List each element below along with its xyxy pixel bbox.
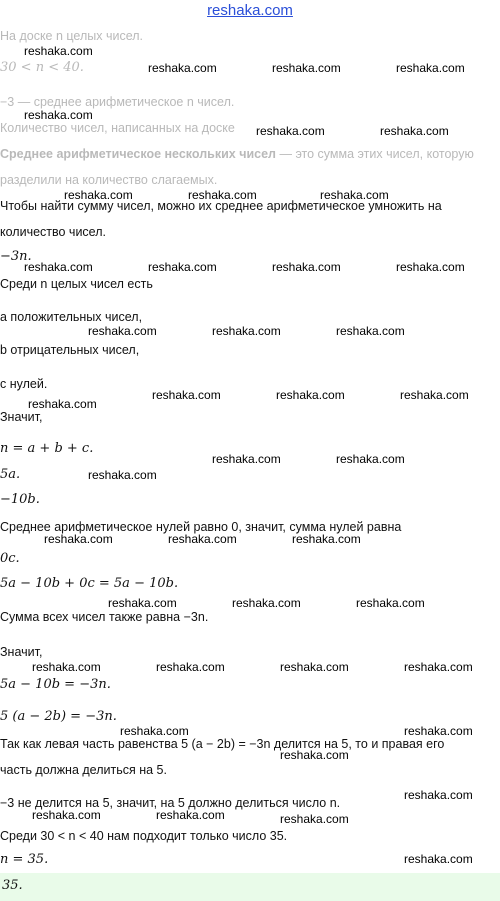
answer-box [0,873,500,901]
watermark: reshaka.com [356,596,425,610]
solution-line: Значит, [0,645,43,659]
watermark: reshaka.com [396,260,465,274]
solution-line: Значит, [0,410,43,424]
watermark: reshaka.com [272,61,341,75]
definition-text: — это сумма этих чисел, которую [276,147,474,161]
problem-line: −3 — среднее арифметическое n чисел. [0,95,235,109]
watermark: reshaka.com [336,452,405,466]
formula: 5a. [0,467,21,482]
formula: −3n. [0,249,32,264]
problem-inequality: 30 < n < 40. [0,60,84,75]
watermark: reshaka.com [156,660,225,674]
watermark: reshaka.com [272,260,341,274]
formula: 5a − 10b = −3n. [0,677,111,692]
watermark: reshaka.com [292,532,361,546]
watermark: reshaka.com [276,388,345,402]
watermark: reshaka.com [156,808,225,822]
definition-line: разделили на количество слагаемых. [0,173,218,187]
formula: n = a + b + c. [0,441,94,456]
watermark: reshaka.com [24,260,93,274]
watermark: reshaka.com [400,388,469,402]
watermark: reshaka.com [88,324,157,338]
watermark: reshaka.com [212,452,281,466]
solution-line: Среди n целых чисел есть [0,277,153,291]
site-header-link[interactable]: reshaka.com [207,2,293,19]
watermark: reshaka.com [24,44,93,58]
solution-line: Так как левая часть равенства 5 (a − 2b) = −3n делится на 5, то и правая его [0,737,445,751]
formula: 5a − 10b + 0c = 5a − 10b. [0,576,179,591]
formula: 0c. [0,551,20,566]
watermark: reshaka.com [404,724,473,738]
watermark: reshaka.com [336,324,405,338]
watermark: reshaka.com [28,397,97,411]
definition-line [0,146,474,162]
problem-line: На доске n целых чисел. [0,29,144,43]
watermark: reshaka.com [280,812,349,826]
watermark: reshaka.com [396,61,465,75]
solution-line: c нулей. [0,377,48,391]
watermark: reshaka.com [32,808,101,822]
watermark: reshaka.com [404,788,473,802]
solution-line: Среди 30 < n < 40 нам подходит только число 35. [0,829,288,843]
watermark: reshaka.com [212,324,281,338]
watermark: reshaka.com [280,748,349,762]
watermark: reshaka.com [24,108,93,122]
watermark: reshaka.com [168,532,237,546]
solution-line: Сумма всех чисел также равна −3n. [0,610,209,624]
watermark: reshaka.com [88,468,157,482]
watermark: reshaka.com [280,660,349,674]
watermark: reshaka.com [152,388,221,402]
solution-line: Среднее арифметическое нулей равно 0, значит, сумма нулей равна [0,520,402,534]
watermark: reshaka.com [404,660,473,674]
solution-line: часть должна делиться на 5. [0,763,167,777]
watermark: reshaka.com [108,596,177,610]
watermark: reshaka.com [256,124,325,138]
watermark: reshaka.com [148,61,217,75]
solution-line: Количество чисел, написанных на доске [0,121,235,135]
formula: n = 35. [0,852,49,867]
formula: 5 (a − 2b) = −3n. [0,709,117,724]
watermark: reshaka.com [380,124,449,138]
watermark: reshaka.com [120,724,189,738]
watermark: reshaka.com [320,188,389,202]
solution-line: a положительных чисел, [0,310,143,324]
solution-line: b отрицательных чисел, [0,343,140,357]
watermark: reshaka.com [188,188,257,202]
definition-term: Среднее арифметическое нескольких чисел [0,147,276,161]
watermark: reshaka.com [148,260,217,274]
solution-line: количество чисел. [0,225,106,239]
watermark: reshaka.com [32,660,101,674]
formula: −10b. [0,492,40,507]
solution-line: Чтобы найти сумму чисел, можно их среднее арифметическое умножить на [0,199,442,213]
answer-value: 35. [2,878,23,893]
watermark: reshaka.com [64,188,133,202]
watermark: reshaka.com [232,596,301,610]
watermark: reshaka.com [404,852,473,866]
watermark: reshaka.com [44,532,113,546]
solution-line: −3 не делится на 5, значит, на 5 должно делиться число n. [0,796,341,810]
